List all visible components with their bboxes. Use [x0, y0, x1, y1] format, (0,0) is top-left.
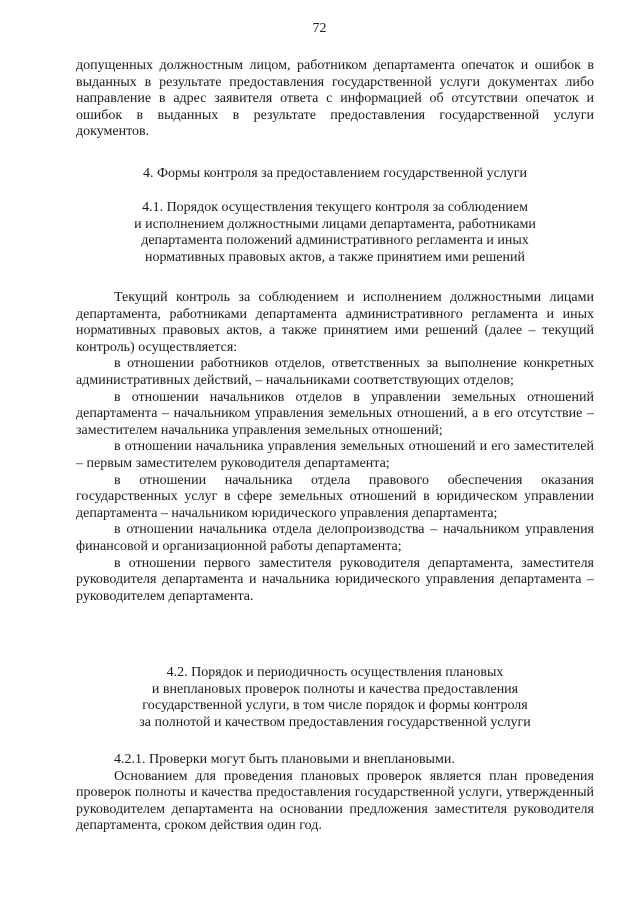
- section-4-1-title-line: департамента положений административного регламента и иных: [141, 233, 529, 249]
- intro-block: [76, 58, 594, 141]
- section-4-1-title-line: 4.1. Порядок осуществления текущего контроля за соблюдением: [142, 200, 528, 215]
- section-4-2-title-line: государственной услуги, в том числе порядок и формы контроля: [142, 698, 528, 714]
- section-4-1-title-line: нормативных правовых актов, а также принятием ими решений: [145, 249, 525, 265]
- body-paragraph: в отношении начальника отдела делопроизводства – начальником управления финансовой и организационной работы департамента;: [76, 522, 594, 554]
- section-4-1-title-line: и исполнением должностными лицами департамента, работниками: [134, 216, 536, 232]
- section-4-1-body: [76, 290, 594, 605]
- body-paragraph: в отношении работников отделов, ответственных за выполнение конкретных административных действий, – начальниками соответствующих отделов;: [76, 356, 594, 388]
- body-paragraph: в отношении первого заместителя руководителя департамента, заместителя руководителя департамента и начальника юридического управления департамента – руководителем департамента.: [76, 555, 594, 604]
- section-4-2-title-line: 4.2. Порядок и периодичность осуществления плановых: [166, 665, 504, 680]
- body-paragraph: в отношении начальника отдела правового обеспечения оказания государственных услуг в сфере земельных отношений в юридическом управлении департамента – начальником юридического управления департамента;: [76, 472, 594, 521]
- section-4-2-title-line: за полнотой и качеством предоставления государственной услуги: [139, 714, 531, 730]
- body-paragraph: 4.2.1. Проверки могут быть плановыми и внеплановыми.: [114, 752, 455, 767]
- section-4-heading-block: [76, 166, 594, 183]
- section-4-2-heading-block: [76, 665, 594, 731]
- section-4-2-body: [76, 752, 594, 835]
- intro-paragraph: допущенных должностным лицом, работником департамента опечаток и ошибок в выданных в результате предоставления государственной услуги документах либо направление в адрес заявителя ответа с информацией об отсутствии опечаток и ошибок в выданных в результате предоставления государственной услуги документов.: [76, 58, 594, 140]
- section-4-title: 4. Формы контроля за предоставлением государственной услуги: [142, 166, 528, 181]
- section-4-2-title-line: и внеплановых проверок полноты и качества предоставления: [151, 681, 519, 697]
- body-paragraph: Основанием для проведения плановых проверок является план проведения проверок полноты и качества предоставления государственной услуги, утвержденный руководителем департамента на основании предложения заместителя руководителя департамента, сроком действия один год.: [76, 768, 594, 834]
- page-number: 72: [312, 21, 327, 36]
- body-paragraph: Текущий контроль за соблюдением и исполнением должностными лицами департамента, работниками департамента административного регламента и иных нормативных правовых актов, а также принятием ими решений (далее – текущий контроль) осуществляется:: [76, 290, 594, 355]
- section-4-1-heading-block: [76, 200, 594, 266]
- body-paragraph: в отношении начальника управления земельных отношений и его заместителей – первым заместителем руководителя департамента;: [76, 439, 594, 471]
- body-paragraph: в отношении начальников отделов в управлении земельных отношений департамента – начальником управления земельных отношений, а в его отсутствие – заместителем начальника управления земельных отношений;: [76, 389, 594, 438]
